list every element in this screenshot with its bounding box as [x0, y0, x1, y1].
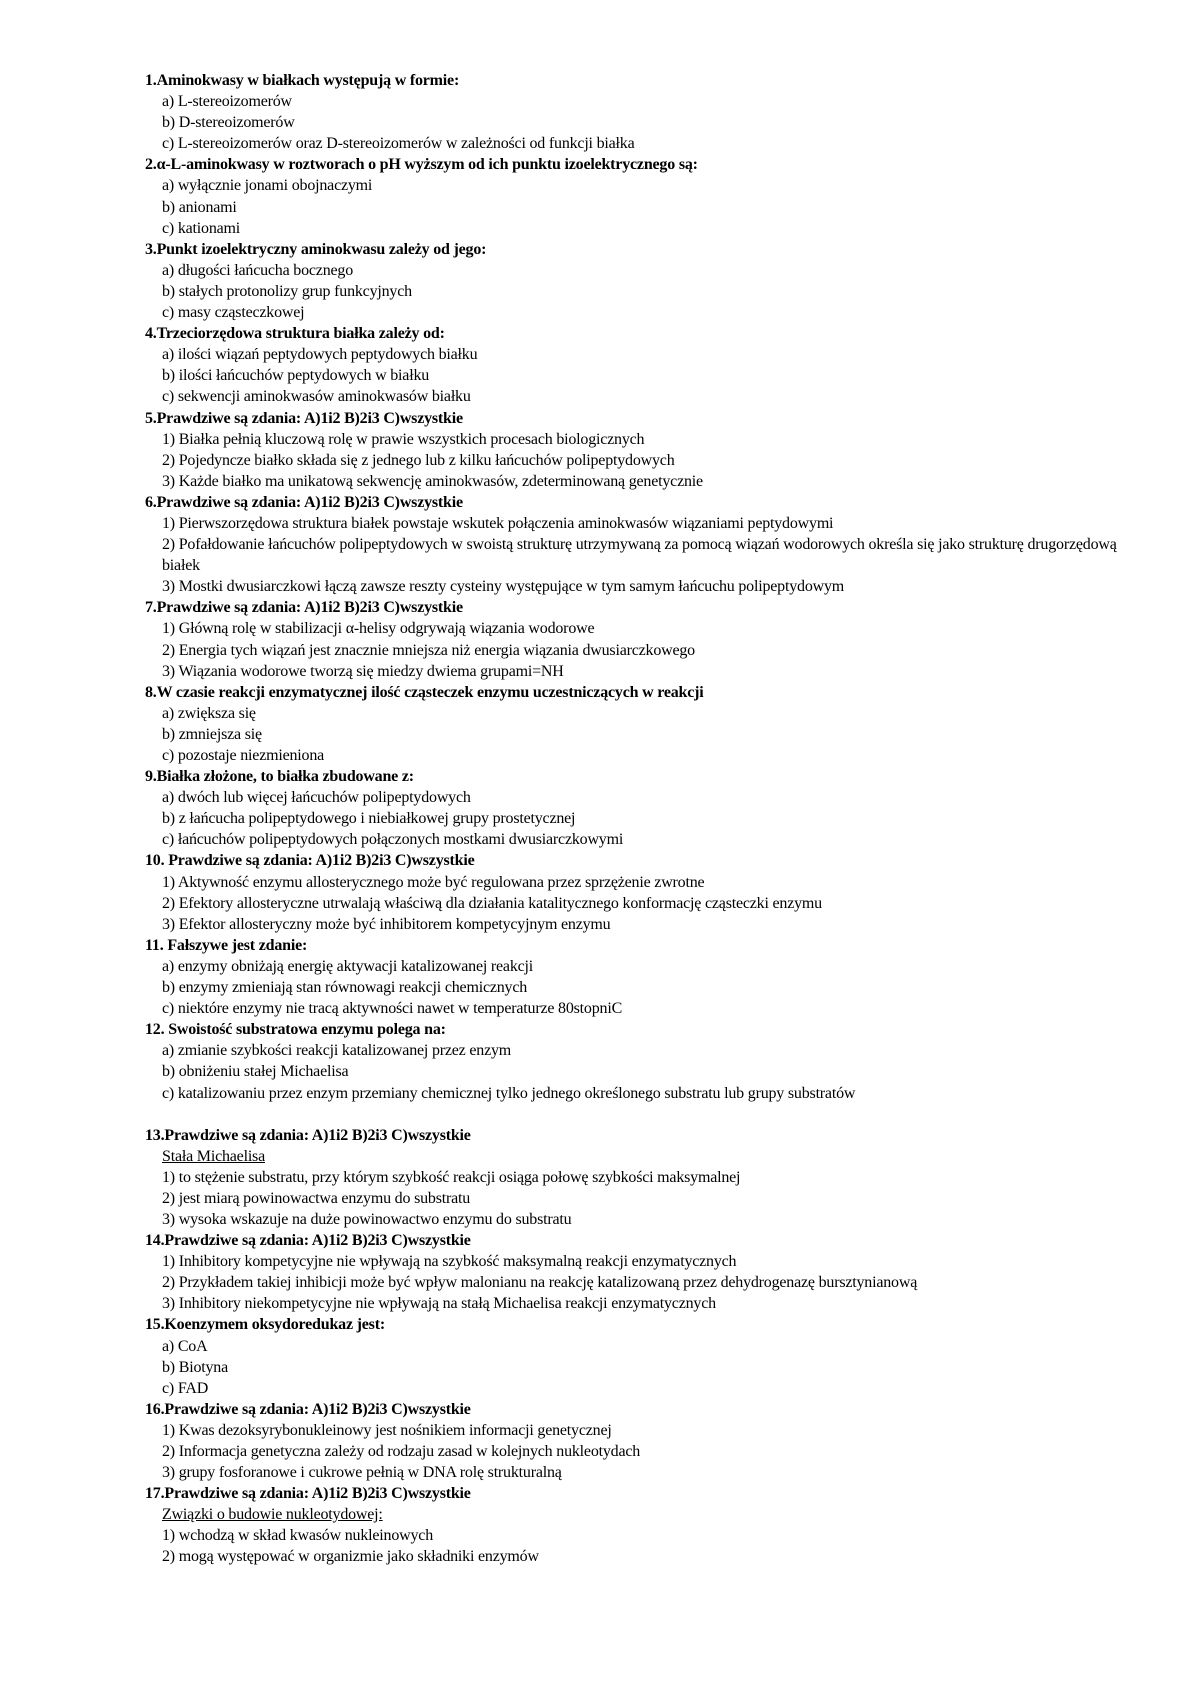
question-text: Prawdziwe są zdania: A)1i2 B)2i3 C)wszystkie [156, 599, 463, 617]
question-text: Prawdziwe są zdania: A)1i2 B)2i3 C)wszystkie [164, 1126, 471, 1144]
question-heading [145, 1483, 1155, 1504]
answer-option: 1) Białka pełnią kluczową rolę w prawie wszystkich procesach biologicznych [162, 430, 645, 448]
question-heading [145, 766, 1155, 787]
answer-option: 3) Efektor allosteryczny może być inhibitorem kompetycyjnym enzymu [162, 915, 611, 933]
answer-option: 3) Wiązania wodorowe tworzą się miedzy dwiema grupami=NH [162, 662, 564, 680]
answer-option: b) stałych protonolizy grup funkcyjnych [162, 282, 412, 300]
answer-option: c) niektóre enzymy nie tracą aktywności nawet w temperaturze 80stopniC [162, 1000, 623, 1018]
question-heading [145, 597, 1155, 618]
question-block [145, 1230, 1155, 1314]
question-text: Punkt izoelektryczny aminokwasu zależy od jego: [156, 240, 487, 258]
question-number: 1. [145, 72, 157, 89]
question-number: 13. [145, 1126, 165, 1144]
answer-option: 3) Inhibitory niekompetycyjne nie wpływają na stałą Michaelisa reakcji enzymatycznych [162, 1295, 716, 1313]
question-number: 10. [145, 852, 165, 870]
question-block [145, 682, 1155, 766]
question-number: 2. [145, 156, 157, 174]
answer-option: b) Biotyna [162, 1358, 228, 1376]
question-block [145, 154, 1155, 238]
question-intro: Związki o budowie nukleotydowej: [162, 1506, 383, 1524]
question-text: α-L-aminokwasy w roztworach o pH wyższym od ich punktu izoelektrycznego są: [156, 156, 698, 174]
answer-option: c) pozostaje niezmieniona [162, 747, 325, 764]
answer-option: b) enzymy zmieniają stan równowagi reakcji chemicznych [162, 979, 528, 997]
answer-option: 2) Informacja genetyczna zależy od rodzaju zasad w kolejnych nukleotydach [162, 1443, 641, 1460]
question-heading [145, 1230, 1155, 1251]
question-block [145, 70, 1155, 154]
question-number: 3. [145, 240, 157, 258]
question-number: 4. [145, 325, 157, 343]
question-heading [145, 935, 1155, 956]
question-block [145, 1125, 1155, 1230]
answer-option: 2) mogą występować w organizmie jako składniki enzymów [162, 1548, 539, 1566]
answer-option: b) obniżeniu stałej Michaelisa [162, 1063, 349, 1081]
question-text: Aminokwasy w białkach występują w formie: [156, 72, 460, 89]
question-heading [145, 408, 1155, 429]
answer-option: 1) to stężenie substratu, przy którym szybkość reakcji osiąga połowę szybkości maksymalnej [162, 1168, 741, 1186]
answer-option: 1) Pierwszorzędowa struktura białek powstaje wskutek połączenia aminokwasów wiązaniami peptydowymi [162, 514, 834, 532]
answer-option: c) kationami [162, 219, 241, 237]
question-block [145, 1399, 1155, 1483]
answer-option: 1) Inhibitory kompetycyjne nie wpływają na szybkość maksymalną reakcji enzymatycznych [162, 1253, 737, 1271]
answer-option: 2) Energia tych wiązań jest znacznie mniejsza niż energia wiązania dwusiarczkowego [162, 641, 695, 659]
question-number: 9. [145, 768, 157, 786]
question-block [145, 323, 1155, 407]
question-block [145, 492, 1155, 597]
question-number: 8. [145, 683, 157, 701]
answer-option: c) L-stereoizomerów oraz D-stereoizomerów w zależności od funkcji białka [162, 135, 635, 153]
question-block [145, 1483, 1155, 1567]
answer-option: c) katalizowaniu przez enzym przemiany chemicznej tylko jednego określonego substratu lub grupy substratów [162, 1084, 856, 1102]
answer-option: c) masy cząsteczkowej [162, 304, 305, 322]
question-heading [145, 1399, 1155, 1420]
question-block [145, 935, 1155, 1019]
question-text: Trzeciorzędowa struktura białka zależy od: [156, 325, 445, 343]
question-block [145, 408, 1155, 492]
answer-option: 3) Każde białko ma unikatową sekwencję aminokwasów, zdeterminowaną genetycznie [162, 472, 703, 490]
question-text: Prawdziwe są zdania: A)1i2 B)2i3 C)wszystkie [164, 1485, 471, 1503]
answer-option: c) łańcuchów polipeptydowych połączonych mostkami dwusiarczkowymi [162, 831, 624, 849]
section-gap [145, 1104, 1155, 1125]
question-heading [145, 323, 1155, 344]
answer-option: a) zmianie szybkości reakcji katalizowanej przez enzym [162, 1042, 512, 1060]
question-text: Swoistość substratowa enzymu polega na: [164, 1021, 446, 1039]
answer-option: 3) Mostki dwusiarczkowi łączą zawsze reszty cysteiny występujące w tym samym łańcuchu polipeptydowym [162, 578, 845, 596]
question-number: 17. [145, 1485, 165, 1503]
answer-option: 1) Główną rolę w stabilizacji α-helisy odgrywają wiązania wodorowe [162, 620, 595, 638]
answer-option: a) ilości wiązań peptydowych peptydowych białku [162, 346, 478, 364]
answer-option: 3) grupy fosforanowe i cukrowe pełnią w DNA rolę strukturalną [162, 1464, 562, 1482]
question-heading [145, 1019, 1155, 1040]
answer-option: 1) wchodzą w skład kwasów nukleinowych [162, 1527, 434, 1545]
question-number: 12. [145, 1021, 165, 1039]
answer-option: c) FAD [162, 1379, 209, 1397]
question-list [145, 70, 1155, 1568]
question-number: 6. [145, 493, 157, 511]
answer-option: 2) jest miarą powinowactwa enzymu do substratu [162, 1189, 471, 1207]
answer-option: b) ilości łańcuchów peptydowych w białku [162, 367, 430, 385]
answer-option: 1) Aktywność enzymu allosterycznego może być regulowana przez sprzężenie zwrotne [162, 873, 705, 891]
question-text: Fałszywe jest zdanie: [163, 936, 308, 954]
question-block [145, 239, 1155, 323]
answer-option: a) enzymy obniżają energię aktywacji katalizowanej reakcji [162, 957, 534, 975]
question-text: Koenzymem oksydoredukaz jest: [164, 1316, 385, 1334]
answer-option: b) zmniejsza się [162, 725, 262, 743]
answer-option: 3) wysoka wskazuje na duże powinowactwo enzymu do substratu [162, 1210, 572, 1228]
question-block [145, 766, 1155, 850]
answer-option: b) z łańcucha polipeptydowego i niebiałkowej grupy prostetycznej [162, 810, 576, 828]
question-number: 5. [145, 409, 157, 427]
answer-option: b) anionami [162, 198, 237, 216]
question-heading [145, 850, 1155, 871]
question-text: Białka złożone, to białka zbudowane z: [156, 768, 414, 786]
answer-option: a) długości łańcucha bocznego [162, 261, 354, 279]
question-number: 16. [145, 1400, 165, 1418]
answer-option: 2) Przykładem takiej inhibicji może być wpływ malonianu na reakcję katalizowaną przez dehydrogenazę bursztynianową [162, 1274, 918, 1292]
answer-option: a) dwóch lub więcej łańcuchów polipeptydowych [162, 789, 471, 807]
answer-option: a) L-stereoizomerów [162, 93, 292, 111]
answer-option: 2) Efektory allosteryczne utrwalają właściwą dla działania katalitycznego konformację cząsteczki enzymu [162, 894, 822, 912]
question-heading [145, 239, 1155, 260]
question-text: Prawdziwe są zdania: A)1i2 B)2i3 C)wszystkie [156, 409, 463, 427]
question-number: 15. [145, 1316, 165, 1334]
question-heading [145, 70, 1155, 91]
question-heading [145, 154, 1155, 175]
question-text: W czasie reakcji enzymatycznej ilość cząsteczek enzymu uczestniczących w reakcji [156, 683, 704, 701]
question-number: 11. [145, 936, 164, 954]
question-text: Prawdziwe są zdania: A)1i2 B)2i3 C)wszystkie [164, 852, 475, 870]
answer-option: a) zwiększa się [162, 704, 256, 722]
answer-option: 2) Pojedyncze białko składa się z jednego lub z kilku łańcuchów polipeptydowych [162, 451, 675, 469]
question-text: Prawdziwe są zdania: A)1i2 B)2i3 C)wszystkie [164, 1232, 471, 1250]
answer-option: a) CoA [162, 1337, 208, 1355]
answer-option: 2) Pofałdowanie łańcuchów polipeptydowych w swoistą strukturę utrzymywaną za pomocą wiązań wodorowych określa się jako strukturę drugorzędową białek [162, 536, 1117, 575]
question-block [145, 1314, 1155, 1398]
question-heading [145, 1125, 1155, 1146]
question-block [145, 850, 1155, 934]
question-text: Prawdziwe są zdania: A)1i2 B)2i3 C)wszystkie [156, 493, 463, 511]
question-block [145, 597, 1155, 681]
question-block [145, 1019, 1155, 1103]
question-number: 14. [145, 1232, 165, 1250]
question-number: 7. [145, 599, 157, 617]
answer-option: b) D-stereoizomerów [162, 114, 295, 132]
question-heading [145, 682, 1155, 703]
answer-option: a) wyłącznie jonami obojnaczymi [162, 177, 373, 195]
question-text: Prawdziwe są zdania: A)1i2 B)2i3 C)wszystkie [164, 1400, 471, 1418]
question-intro: Stała Michaelisa [162, 1147, 265, 1165]
answer-option: 1) Kwas dezoksyrybonukleinowy jest nośnikiem informacji genetycznej [162, 1421, 612, 1439]
question-heading [145, 1314, 1155, 1335]
question-heading [145, 492, 1155, 513]
answer-option: c) sekwencji aminokwasów aminokwasów białku [162, 388, 471, 406]
